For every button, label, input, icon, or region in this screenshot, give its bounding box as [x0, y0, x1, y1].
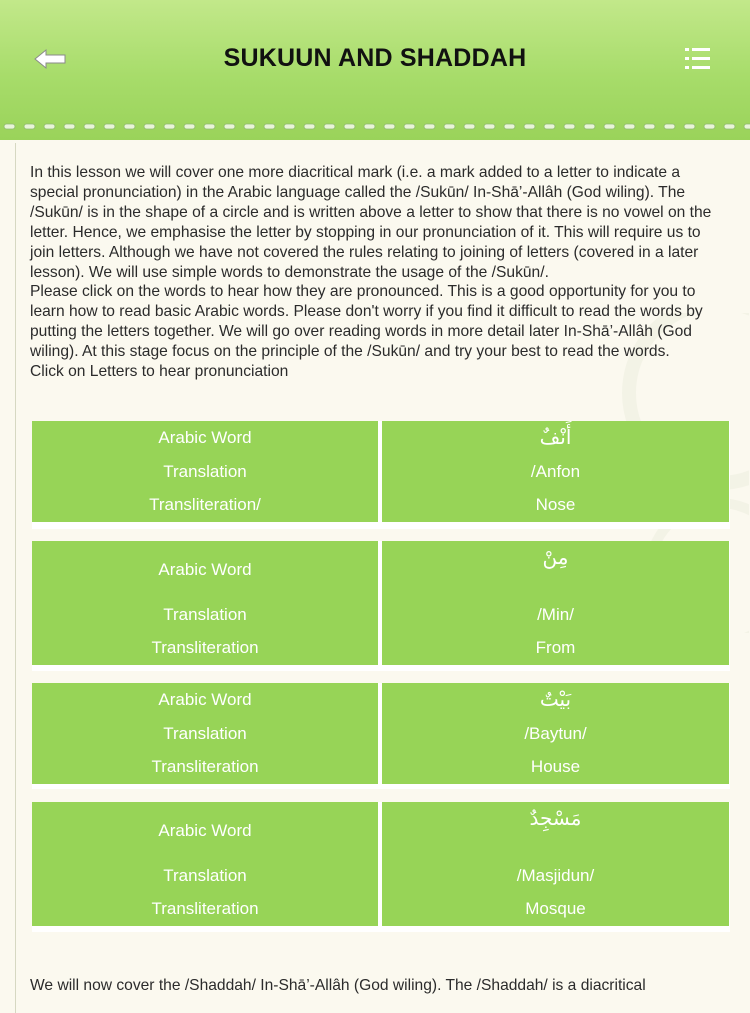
translation-label: Translation — [32, 455, 378, 488]
word-row-translation — [32, 598, 730, 631]
translation-value: /Masjidun/ — [382, 859, 729, 892]
arabic-word-value[interactable]: بَيْتٌ — [382, 683, 729, 717]
menu-button[interactable] — [684, 46, 712, 72]
transliteration-label: Transliteration — [32, 750, 378, 784]
word-row-translation — [32, 455, 730, 488]
word-table-house — [32, 683, 730, 789]
word-row-transliteration — [32, 631, 730, 665]
transliteration-value: House — [382, 750, 729, 784]
translation-label: Translation — [32, 859, 378, 892]
header-bar — [0, 0, 750, 140]
word-table-mosque — [32, 802, 730, 932]
word-row-translation — [32, 859, 730, 892]
transliteration-label: Transliteration — [32, 892, 378, 926]
arabic-word-value[interactable]: مِنْ — [382, 541, 729, 598]
word-row-transliteration — [32, 892, 730, 926]
lesson-paragraph-2: Please click on the words to hear how they are pronounced. This is a good opportunity for you to learn how to read basic Arabic words. Please don't worry if you find it difficult to read the words by putting the letters together. We will go over reading words in more detail later In-Shā’-Allâh (God wiling). At this stage focus on the principle of the /Sukūn/ and try your best to read the words. — [30, 283, 703, 361]
word-row-translation — [32, 717, 730, 750]
transliteration-label: Transliteration — [32, 631, 378, 665]
translation-label: Translation — [32, 598, 378, 631]
translation-label: Translation — [32, 717, 378, 750]
list-menu-icon — [684, 46, 712, 72]
word-table-nose — [32, 421, 730, 529]
shaddah-intro: We will now cover the /Shaddah/ In-Shā’-Allâh (God wiling). The /Shaddah/ is a diacritical — [30, 977, 646, 994]
arabic-word-value[interactable]: أَنْفٌ — [382, 421, 729, 455]
arabic-word-label: Arabic Word — [32, 421, 378, 455]
word-row-arabic[interactable] — [32, 683, 730, 717]
word-row-arabic[interactable] — [32, 802, 730, 859]
transliteration-value: Nose — [382, 488, 729, 522]
lesson-panel — [15, 143, 749, 1013]
arabic-word-label: Arabic Word — [32, 683, 378, 717]
lesson-paragraph-1: In this lesson we will cover one more diacritical mark (i.e. a mark added to a letter to indicate a special pronunciation) in the Arabic language called the /Sukūn/ In-Shā’-Allâh (God wiling). The /Sukūn/ is in the shape of a circle and is written above a letter to show that there is no vowel on the letter. Hence, we emphasise the letter by stopping in our pronunciation of it. This will require us to join letters. Although we have not covered the rules relating to joining of letters (covered in a later lesson). We will use simple words to demonstrate the usage of the /Sukūn/. — [30, 164, 712, 281]
instruction-text: Click on Letters to hear pronunciation — [30, 363, 289, 381]
arabic-word-value[interactable]: مَسْجِدٌ — [382, 802, 729, 859]
transliteration-label: Transliteration/ — [32, 488, 378, 522]
page-title: SUKUUN AND SHADDAH — [223, 44, 527, 72]
header-divider — [0, 122, 750, 132]
translation-value: /Min/ — [382, 598, 729, 631]
word-row-transliteration — [32, 488, 730, 522]
translation-value: /Anfon — [382, 455, 729, 488]
arabic-word-label: Arabic Word — [32, 802, 378, 859]
word-row-arabic[interactable] — [32, 541, 730, 598]
transliteration-value: From — [382, 631, 729, 665]
translation-value: /Baytun/ — [382, 717, 729, 750]
word-row-arabic[interactable] — [32, 421, 730, 455]
word-row-transliteration — [32, 750, 730, 784]
arabic-word-label: Arabic Word — [32, 541, 378, 598]
word-table-from — [32, 541, 730, 671]
lesson-intro — [30, 163, 720, 382]
transliteration-value: Mosque — [382, 892, 729, 926]
